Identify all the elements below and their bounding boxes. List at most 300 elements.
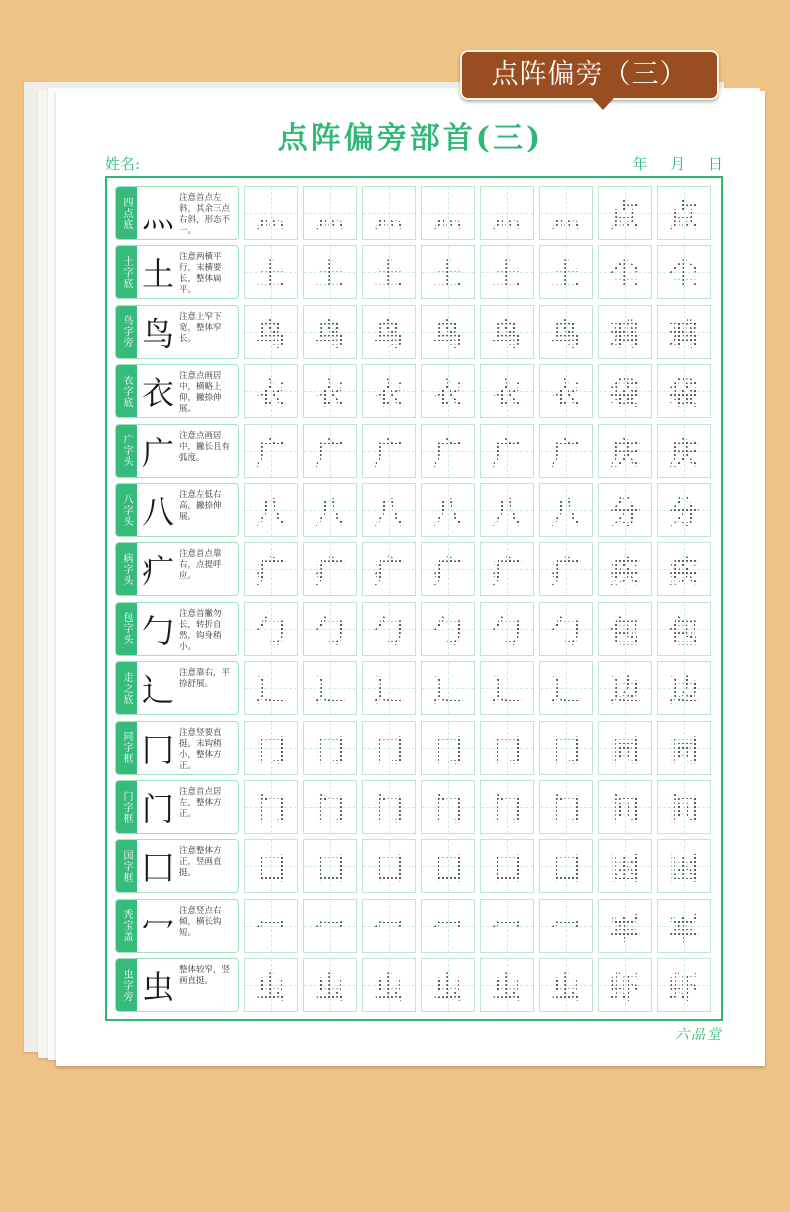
dotted-character: 虫: [492, 963, 522, 1007]
trace-cell-radical[interactable]: [362, 899, 416, 953]
practice-row: [115, 186, 711, 240]
trace-cell-radical[interactable]: [421, 839, 475, 893]
trace-cell-radical[interactable]: [362, 483, 416, 537]
radical-card: [115, 245, 239, 299]
trace-cell-radical[interactable]: [421, 899, 475, 953]
trace-cell-radical[interactable]: [303, 661, 357, 715]
dotted-character: 冖: [551, 904, 581, 948]
writing-tip: 注意首撇勿长，转折自然，钩身稍小。: [179, 608, 222, 652]
trace-cell-example[interactable]: [657, 424, 711, 478]
trace-cell-radical[interactable]: [362, 958, 416, 1012]
dotted-character: 广: [315, 429, 345, 473]
trace-cell-example[interactable]: [657, 899, 711, 953]
trace-cell-radical[interactable]: [362, 542, 416, 596]
dotted-character: 广: [551, 429, 581, 473]
dotted-character: 八: [374, 488, 404, 532]
dotted-character: 土: [551, 250, 581, 294]
writing-tip: 注意整体方正，竖画直挺。: [179, 846, 222, 879]
radical-name-tag: 广字头: [116, 425, 137, 477]
dotted-character: 冖: [374, 904, 404, 948]
dotted-character: 广: [256, 429, 286, 473]
radical-name-tag: 鸟字旁: [116, 306, 137, 358]
trace-cell-radical[interactable]: [480, 483, 534, 537]
trace-cell-example[interactable]: [598, 305, 652, 359]
dotted-character: 军: [610, 904, 640, 948]
trace-cell-example[interactable]: [598, 780, 652, 834]
dotted-character: 尘: [610, 250, 640, 294]
dotted-character: 衣: [374, 369, 404, 413]
trace-cell-radical[interactable]: [539, 483, 593, 537]
practice-row: [115, 661, 711, 715]
dotted-character: 土: [315, 250, 345, 294]
trace-cell-radical[interactable]: [539, 364, 593, 418]
trace-cell-radical[interactable]: [362, 602, 416, 656]
dotted-character: 包: [610, 607, 640, 651]
trace-cell-radical[interactable]: [303, 424, 357, 478]
dotted-character: 门: [315, 785, 345, 829]
radical-name-tag: 国字框: [116, 840, 137, 892]
dotted-character: 鸟: [551, 310, 581, 354]
dotted-character: 鸟: [374, 310, 404, 354]
practice-row: [115, 780, 711, 834]
dotted-character: 点: [610, 191, 640, 235]
trace-cell-radical[interactable]: [480, 186, 534, 240]
writing-tip: 注意首点居左，整体方正。: [179, 787, 222, 819]
trace-cell-radical[interactable]: [244, 483, 298, 537]
dotted-character: 八: [256, 488, 286, 532]
practice-row: [115, 899, 711, 953]
dotted-character: 鸦: [669, 310, 699, 354]
trace-cell-radical[interactable]: [480, 364, 534, 418]
practice-row: [115, 839, 711, 893]
dotted-character: 虫: [315, 963, 345, 1007]
dotted-character: 军: [669, 904, 699, 948]
writing-tip: 注意竖要直挺，末钩稍小，整体方正。: [179, 727, 222, 771]
banner-title: 点阵偏旁（三）: [460, 50, 719, 100]
dotted-character: 冖: [256, 904, 286, 948]
dotted-character: 鸟: [433, 310, 463, 354]
radical-card: [115, 958, 239, 1012]
practice-row: [115, 542, 711, 596]
writing-tip: 注意竖点右倾，横长钩短。: [179, 905, 222, 938]
trace-cell-radical[interactable]: [244, 661, 298, 715]
dotted-character: 土: [256, 250, 286, 294]
trace-cell-radical[interactable]: [539, 661, 593, 715]
dotted-character: 勹: [256, 607, 286, 651]
trace-cell-example[interactable]: [657, 364, 711, 418]
dotted-character: 鸦: [610, 310, 640, 354]
dotted-character: 辶: [433, 666, 463, 710]
dotted-character: 冖: [433, 904, 463, 948]
dotted-character: 冂: [256, 726, 286, 770]
trace-cell-radical[interactable]: [244, 542, 298, 596]
radical-card: [115, 483, 239, 537]
dotted-character: 八: [433, 488, 463, 532]
dotted-character: 八: [551, 488, 581, 532]
trace-cell-example[interactable]: [657, 186, 711, 240]
dotted-character: 土: [492, 250, 522, 294]
dotted-character: 冖: [315, 904, 345, 948]
trace-cell-radical[interactable]: [362, 305, 416, 359]
trace-cell-radical[interactable]: [303, 839, 357, 893]
dotted-character: 虫: [256, 963, 286, 1007]
trace-cell-radical[interactable]: [480, 839, 534, 893]
trace-cell-radical[interactable]: [421, 364, 475, 418]
radical-name-tag: 走之底: [116, 662, 137, 714]
radical-name-tag: 包字头: [116, 603, 137, 655]
trace-cell-radical[interactable]: [303, 602, 357, 656]
trace-cell-example[interactable]: [598, 364, 652, 418]
radical-glyph: 囗: [141, 849, 174, 888]
trace-cell-radical[interactable]: [539, 958, 593, 1012]
radical-glyph: 辶: [141, 671, 174, 710]
radical-name-tag: 门字框: [116, 781, 137, 833]
dotted-character: 虫: [433, 963, 463, 1007]
dotted-character: 囗: [433, 844, 463, 888]
trace-cell-radical[interactable]: [421, 661, 475, 715]
dotted-character: 囗: [551, 844, 581, 888]
trace-cell-radical[interactable]: [480, 424, 534, 478]
writing-tip: 注意首点靠右，点提呼应。: [179, 549, 222, 582]
trace-cell-example[interactable]: [657, 780, 711, 834]
trace-cell-radical[interactable]: [362, 245, 416, 299]
dotted-character: 袋: [669, 369, 699, 413]
dotted-character: 疒: [433, 547, 463, 591]
trace-cell-radical[interactable]: [303, 364, 357, 418]
trace-cell-radical[interactable]: [480, 958, 534, 1012]
radical-glyph: 广: [141, 433, 174, 472]
practice-row: [115, 483, 711, 537]
trace-cell-example[interactable]: [598, 245, 652, 299]
trace-cell-example[interactable]: [598, 186, 652, 240]
name-label: 姓名:: [105, 155, 141, 173]
dotted-character: 鸟: [256, 310, 286, 354]
dotted-character: 虾: [610, 963, 640, 1007]
trace-cell-radical[interactable]: [480, 721, 534, 775]
dotted-character: 虫: [551, 963, 581, 1007]
trace-cell-example[interactable]: [598, 958, 652, 1012]
trace-cell-radical[interactable]: [362, 839, 416, 893]
trace-cell-example[interactable]: [598, 424, 652, 478]
dotted-character: 疾: [669, 547, 699, 591]
practice-row: [115, 424, 711, 478]
trace-cell-radical[interactable]: [480, 245, 534, 299]
dotted-character: 八: [492, 488, 522, 532]
writing-tip: 注意上窄下宽，整体窄长。: [179, 311, 222, 344]
trace-cell-radical[interactable]: [303, 186, 357, 240]
dotted-character: 分: [669, 488, 699, 532]
dotted-character: 包: [669, 607, 699, 651]
dotted-character: 广: [492, 429, 522, 473]
trace-cell-radical[interactable]: [421, 186, 475, 240]
trace-cell-radical[interactable]: [421, 958, 475, 1012]
trace-cell-example[interactable]: [657, 245, 711, 299]
dotted-character: 疒: [374, 547, 404, 591]
radical-name-tag: 土字底: [116, 246, 137, 298]
radical-glyph: 冖: [141, 908, 174, 947]
trace-cell-radical[interactable]: [539, 839, 593, 893]
trace-cell-radical[interactable]: [244, 364, 298, 418]
dotted-character: 辶: [315, 666, 345, 710]
trace-cell-radical[interactable]: [421, 305, 475, 359]
dotted-character: 广: [433, 429, 463, 473]
radical-glyph: 衣: [141, 374, 174, 413]
trace-cell-radical[interactable]: [421, 780, 475, 834]
trace-cell-radical[interactable]: [539, 245, 593, 299]
trace-cell-example[interactable]: [598, 721, 652, 775]
dotted-character: 困: [669, 844, 699, 888]
trace-cell-radical[interactable]: [539, 186, 593, 240]
dotted-character: 囗: [256, 844, 286, 888]
trace-cell-radical[interactable]: [244, 245, 298, 299]
writing-tip: 注意两横平行，末横要长，整体扁平。: [179, 252, 222, 296]
trace-cell-radical[interactable]: [480, 780, 534, 834]
trace-cell-example[interactable]: [657, 839, 711, 893]
trace-cell-example[interactable]: [657, 483, 711, 537]
trace-cell-radical[interactable]: [303, 899, 357, 953]
radical-card: [115, 364, 239, 418]
dotted-character: 庆: [669, 429, 699, 473]
trace-cell-radical[interactable]: [539, 542, 593, 596]
trace-cell-radical[interactable]: [303, 305, 357, 359]
radical-glyph: 土: [141, 255, 174, 294]
trace-cell-radical[interactable]: [244, 424, 298, 478]
dotted-character: 门: [492, 785, 522, 829]
trace-cell-radical[interactable]: [480, 542, 534, 596]
trace-cell-radical[interactable]: [362, 661, 416, 715]
trace-cell-example[interactable]: [657, 661, 711, 715]
dotted-character: 衣: [315, 369, 345, 413]
radical-name-tag: 衣字底: [116, 365, 137, 417]
dotted-character: 冂: [374, 726, 404, 770]
trace-cell-radical[interactable]: [244, 186, 298, 240]
trace-cell-radical[interactable]: [539, 424, 593, 478]
dotted-character: 门: [256, 785, 286, 829]
trace-cell-radical[interactable]: [244, 899, 298, 953]
dotted-character: 灬: [256, 191, 286, 235]
writing-tip: 注意靠右，平捺舒展。: [179, 668, 231, 690]
trace-cell-radical[interactable]: [303, 542, 357, 596]
radical-card: [115, 602, 239, 656]
dotted-character: 鸟: [315, 310, 345, 354]
dotted-character: 衣: [256, 369, 286, 413]
dotted-character: 囗: [492, 844, 522, 888]
dotted-character: 八: [315, 488, 345, 532]
dotted-character: 疒: [551, 547, 581, 591]
writing-tip: 注意点画居中，横略上仰，撇捺伸展。: [179, 371, 222, 415]
trace-cell-radical[interactable]: [244, 721, 298, 775]
trace-cell-radical[interactable]: [421, 721, 475, 775]
dotted-character: 衣: [551, 369, 581, 413]
trace-cell-example[interactable]: [598, 899, 652, 953]
dotted-character: 灬: [374, 191, 404, 235]
dotted-character: 门: [551, 785, 581, 829]
dotted-character: 冂: [492, 726, 522, 770]
trace-cell-example[interactable]: [598, 542, 652, 596]
trace-cell-radical[interactable]: [539, 780, 593, 834]
dotted-character: 疒: [315, 547, 345, 591]
trace-cell-example[interactable]: [598, 839, 652, 893]
worksheet: [56, 91, 765, 1066]
dotted-character: 困: [610, 844, 640, 888]
dotted-character: 点: [669, 191, 699, 235]
dotted-character: 衣: [433, 369, 463, 413]
trace-cell-radical[interactable]: [244, 305, 298, 359]
practice-row: [115, 305, 711, 359]
trace-cell-radical[interactable]: [244, 602, 298, 656]
trace-cell-radical[interactable]: [244, 839, 298, 893]
dotted-character: 冖: [492, 904, 522, 948]
writing-tip: 整体较窄，竖画直挺。: [179, 965, 231, 987]
dotted-character: 同: [669, 726, 699, 770]
radical-name-tag: 四点底: [116, 187, 137, 239]
trace-cell-example[interactable]: [657, 602, 711, 656]
dotted-character: 勹: [492, 607, 522, 651]
trace-cell-radical[interactable]: [539, 899, 593, 953]
dotted-character: 辶: [551, 666, 581, 710]
trace-cell-radical[interactable]: [303, 245, 357, 299]
radical-glyph: 疒: [141, 552, 174, 591]
dotted-character: 冂: [315, 726, 345, 770]
dotted-character: 虫: [374, 963, 404, 1007]
trace-cell-example[interactable]: [657, 542, 711, 596]
date-label: 年 月 日: [632, 155, 723, 173]
radical-glyph: 勹: [141, 611, 174, 650]
dotted-character: 冂: [433, 726, 463, 770]
dotted-character: 虾: [669, 963, 699, 1007]
trace-cell-radical[interactable]: [480, 305, 534, 359]
trace-cell-radical[interactable]: [303, 483, 357, 537]
dotted-character: 分: [610, 488, 640, 532]
dotted-character: 袋: [610, 369, 640, 413]
banner-pointer: [592, 98, 614, 110]
radical-glyph: 八: [141, 493, 174, 531]
dotted-character: 土: [433, 250, 463, 294]
radical-glyph: 鸟: [141, 314, 174, 353]
dotted-character: 衣: [492, 369, 522, 413]
trace-cell-example[interactable]: [598, 602, 652, 656]
trace-cell-radical[interactable]: [303, 780, 357, 834]
radical-card: [115, 839, 239, 893]
radical-card: [115, 542, 239, 596]
dotted-character: 勹: [374, 607, 404, 651]
radical-card: [115, 780, 239, 834]
dotted-character: 疒: [492, 547, 522, 591]
radical-card: [115, 899, 239, 953]
radical-card: [115, 186, 239, 240]
trace-cell-radical[interactable]: [244, 958, 298, 1012]
radical-card: [115, 721, 239, 775]
dotted-character: 疾: [610, 547, 640, 591]
trace-cell-radical[interactable]: [362, 186, 416, 240]
dotted-character: 庆: [610, 429, 640, 473]
trace-cell-radical[interactable]: [480, 899, 534, 953]
trace-cell-example[interactable]: [598, 661, 652, 715]
trace-cell-radical[interactable]: [303, 958, 357, 1012]
writing-tip: 注意点画居中，撇长且有弧度。: [179, 430, 231, 463]
trace-cell-radical[interactable]: [421, 424, 475, 478]
dotted-character: 问: [669, 785, 699, 829]
radical-name-tag: 病字头: [116, 543, 137, 595]
trace-cell-radical[interactable]: [539, 305, 593, 359]
dotted-character: 边: [669, 666, 699, 710]
practice-row: [115, 364, 711, 418]
radical-glyph: 虫: [141, 968, 174, 1007]
radical-name-tag: 八字头: [116, 484, 137, 536]
dotted-character: 勹: [551, 607, 581, 651]
trace-cell-example[interactable]: [657, 305, 711, 359]
dotted-character: 囗: [315, 844, 345, 888]
trace-cell-radical[interactable]: [421, 245, 475, 299]
trace-cell-radical[interactable]: [362, 721, 416, 775]
dotted-character: 勹: [315, 607, 345, 651]
trace-cell-radical[interactable]: [421, 542, 475, 596]
dotted-character: 问: [610, 785, 640, 829]
dotted-character: 辶: [492, 666, 522, 710]
dotted-character: 灬: [492, 191, 522, 235]
radical-glyph: 冂: [141, 730, 174, 769]
trace-cell-radical[interactable]: [539, 721, 593, 775]
dotted-character: 同: [610, 726, 640, 770]
dotted-character: 灬: [433, 191, 463, 235]
worksheet-title: 点阵偏旁部首(三): [277, 121, 544, 156]
radical-name-tag: 秃宝盖: [116, 900, 137, 952]
radical-glyph: 门: [141, 790, 174, 828]
trace-cell-radical[interactable]: [362, 424, 416, 478]
dotted-character: 土: [374, 250, 404, 294]
dotted-character: 门: [374, 785, 404, 829]
trace-cell-radical[interactable]: [539, 602, 593, 656]
dotted-character: 灬: [551, 191, 581, 235]
dotted-character: 门: [433, 785, 463, 829]
dotted-character: 辶: [374, 666, 404, 710]
radical-card: [115, 305, 239, 359]
radical-card: [115, 424, 239, 478]
trace-cell-example[interactable]: [598, 483, 652, 537]
trace-cell-radical[interactable]: [362, 780, 416, 834]
dotted-character: 辶: [256, 666, 286, 710]
dotted-character: 疒: [256, 547, 286, 591]
trace-cell-radical[interactable]: [421, 602, 475, 656]
trace-cell-radical[interactable]: [303, 721, 357, 775]
brand-logo: 六品堂: [675, 1027, 723, 1043]
trace-cell-radical[interactable]: [244, 780, 298, 834]
dotted-character: 边: [610, 666, 640, 710]
practice-row: [115, 245, 711, 299]
trace-cell-radical[interactable]: [421, 483, 475, 537]
trace-cell-example[interactable]: [657, 721, 711, 775]
trace-cell-radical[interactable]: [362, 364, 416, 418]
practice-row: [115, 958, 711, 1012]
trace-cell-radical[interactable]: [480, 661, 534, 715]
trace-cell-example[interactable]: [657, 958, 711, 1012]
dotted-character: 冂: [551, 726, 581, 770]
dotted-character: 广: [374, 429, 404, 473]
writing-tip: 注意首点左斜，其余三点右斜，形态不一。: [179, 193, 231, 236]
radical-glyph: 灬: [141, 196, 174, 234]
dotted-character: 囗: [374, 844, 404, 888]
trace-cell-radical[interactable]: [480, 602, 534, 656]
practice-row: [115, 602, 711, 656]
practice-row: [115, 721, 711, 775]
dotted-character: 勹: [433, 607, 463, 651]
dotted-character: 灬: [315, 191, 345, 235]
radical-name-tag: 同字框: [116, 722, 137, 774]
dotted-character: 尘: [669, 250, 699, 294]
radical-name-tag: 虫字旁: [116, 959, 137, 1011]
dotted-character: 鸟: [492, 310, 522, 354]
practice-grid: [105, 176, 723, 1021]
